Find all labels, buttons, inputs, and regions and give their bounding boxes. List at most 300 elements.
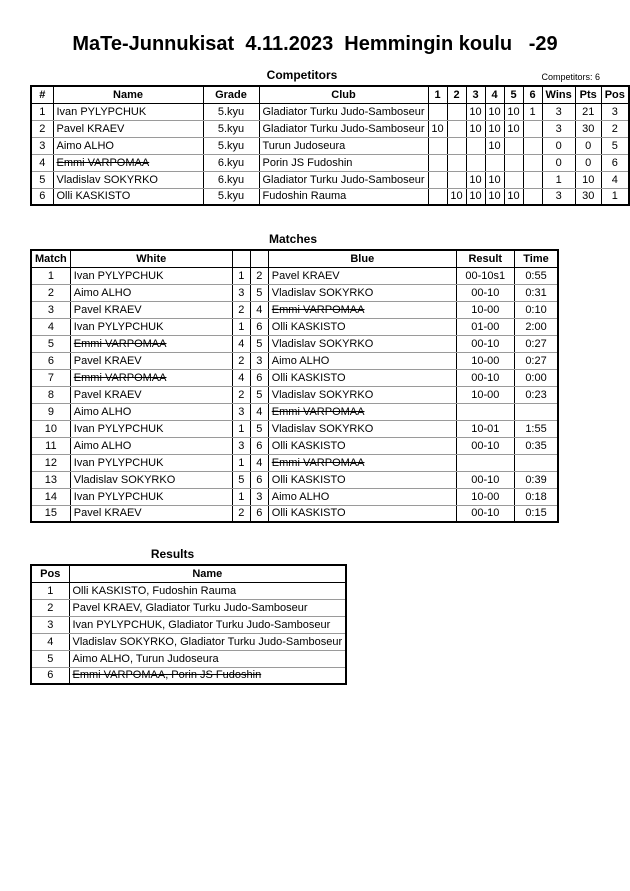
- round-score-cell: [447, 120, 466, 137]
- competitor-name-cell: Emmi VARPOMAA: [53, 154, 203, 171]
- round-score: [437, 190, 439, 202]
- time-cell: [514, 403, 558, 420]
- round-score: 10: [507, 105, 520, 118]
- match-row: [31, 454, 558, 471]
- white-number-cell: 4: [232, 369, 250, 386]
- white-name-cell: Ivan PYLYPCHUK: [70, 454, 232, 471]
- match-row: [31, 369, 558, 386]
- blue-number-cell: 3: [250, 488, 268, 505]
- round-score-cell: [447, 188, 466, 205]
- white-name-cell: Ivan PYLYPCHUK: [70, 267, 232, 284]
- results-column-header-name: Name: [69, 565, 346, 582]
- blue-number-cell: 3: [250, 352, 268, 369]
- match-row: [31, 403, 558, 420]
- pts-cell: 10: [575, 171, 601, 188]
- result-cell: 01-00: [456, 318, 514, 335]
- round-score: [532, 140, 534, 152]
- time-cell: 0:23: [514, 386, 558, 403]
- competitor-grade-cell: 6.kyu: [203, 154, 259, 171]
- competitor-number-cell: 3: [31, 137, 53, 154]
- round-score: [475, 157, 477, 169]
- pts-cell: 21: [575, 103, 601, 120]
- pos-cell: 1: [601, 188, 629, 205]
- match-number-cell: 13: [31, 471, 70, 488]
- competitor-club-cell: [259, 188, 428, 205]
- competitor-number-cell: 5: [31, 171, 53, 188]
- blue-name-cell: Olli KASKISTO: [268, 369, 456, 386]
- round-score: [456, 106, 458, 118]
- competitor-row: [31, 137, 629, 154]
- competitor-number-cell: 6: [31, 188, 53, 205]
- match-number-cell: 6: [31, 352, 70, 369]
- round-score-cell: [447, 154, 466, 171]
- white-number-cell: 1: [232, 454, 250, 471]
- result-row: [31, 616, 346, 633]
- result-cell: 00-10: [456, 437, 514, 454]
- match-row: [31, 301, 558, 318]
- time-cell: 0:18: [514, 488, 558, 505]
- round-score-cell: [485, 120, 504, 137]
- competitors-section-title: Competitors: [266, 68, 338, 82]
- blue-number-cell: 4: [250, 403, 268, 420]
- competitor-club-cell: [259, 120, 428, 137]
- result-name-text: Ivan PYLYPCHUK, Gladiator Turku Judo-Samboseur: [72, 618, 331, 631]
- white-number-cell: 2: [232, 505, 250, 522]
- blue-number-cell: 2: [250, 267, 268, 284]
- round-score-cell: [428, 137, 447, 154]
- round-score: 10: [488, 122, 501, 135]
- competitor-club-text: Gladiator Turku Judo-Samboseur: [262, 122, 425, 135]
- round-score: 10: [488, 139, 501, 152]
- pos-cell: 3: [601, 103, 629, 120]
- result-cell: 00-10: [456, 471, 514, 488]
- result-row: [31, 582, 346, 599]
- round-score: [532, 190, 534, 202]
- result-row: [31, 650, 346, 667]
- match-row: [31, 437, 558, 454]
- competitor-number-cell: 2: [31, 120, 53, 137]
- match-row: [31, 420, 558, 437]
- white-number-cell: 1: [232, 488, 250, 505]
- wins-cell: 0: [542, 137, 575, 154]
- white-number-cell: 3: [232, 437, 250, 454]
- blue-number-cell: 6: [250, 471, 268, 488]
- blue-number-cell: 5: [250, 284, 268, 301]
- round-score-cell: [504, 188, 523, 205]
- round-score-cell: [466, 188, 485, 205]
- white-name-cell: Aimo ALHO: [70, 284, 232, 301]
- round-score-cell: [428, 171, 447, 188]
- competitors-column-header: #: [31, 86, 53, 103]
- match-row: [31, 505, 558, 522]
- round-score-cell: [428, 103, 447, 120]
- competitor-row: [31, 103, 629, 120]
- round-score: 10: [488, 190, 501, 203]
- competitor-name-cell: Vladislav SOKYRKO: [53, 171, 203, 188]
- wins-cell: 1: [542, 171, 575, 188]
- round-score: [532, 157, 534, 169]
- round-score-cell: [428, 154, 447, 171]
- round-score: [456, 123, 458, 135]
- round-score-cell: [466, 103, 485, 120]
- round-score: 1: [529, 105, 536, 118]
- white-name-cell: Emmi VARPOMAA: [70, 335, 232, 352]
- result-name-cell: [69, 582, 346, 599]
- round-score: [475, 140, 477, 152]
- competitors-column-header: 2: [447, 86, 466, 103]
- match-number-cell: 4: [31, 318, 70, 335]
- match-row: [31, 318, 558, 335]
- round-score: [513, 140, 515, 152]
- wins-cell: 3: [542, 103, 575, 120]
- round-score: [532, 174, 534, 186]
- match-row: [31, 335, 558, 352]
- result-cell: 10-00: [456, 301, 514, 318]
- pos-cell: 5: [601, 137, 629, 154]
- competitors-section-header: [30, 68, 600, 83]
- match-number-cell: 7: [31, 369, 70, 386]
- pos-cell: 2: [601, 120, 629, 137]
- round-score: [456, 140, 458, 152]
- match-row: [31, 284, 558, 301]
- competitors-column-header: 4: [485, 86, 504, 103]
- match-number-cell: 11: [31, 437, 70, 454]
- result-name-text: Emmi VARPOMAA, Porin JS Fudoshin: [72, 669, 262, 682]
- competitor-club-text: Turun Judoseura: [262, 139, 346, 152]
- blue-name-cell: Pavel KRAEV: [268, 267, 456, 284]
- competitors-column-header: Club: [259, 86, 428, 103]
- time-cell: 2:00: [514, 318, 558, 335]
- result-name-cell: [69, 650, 346, 667]
- match-number-cell: 5: [31, 335, 70, 352]
- pts-cell: 30: [575, 120, 601, 137]
- blue-name-cell: Vladislav SOKYRKO: [268, 335, 456, 352]
- blue-name-cell: Aimo ALHO: [268, 488, 456, 505]
- time-cell: 1:55: [514, 420, 558, 437]
- round-score: [437, 140, 439, 152]
- competitor-club-text: Gladiator Turku Judo-Samboseur: [262, 105, 425, 118]
- round-score-cell: [523, 137, 542, 154]
- round-score: [513, 174, 515, 186]
- blue-number-cell: 5: [250, 420, 268, 437]
- result-row: [31, 667, 346, 684]
- white-name-cell: Ivan PYLYPCHUK: [70, 488, 232, 505]
- round-score: 10: [469, 122, 482, 135]
- round-score-cell: [523, 171, 542, 188]
- result-name-cell: [69, 633, 346, 650]
- round-score-cell: [447, 171, 466, 188]
- round-score: 10: [488, 105, 501, 118]
- time-cell: 0:55: [514, 267, 558, 284]
- competitors-column-header: Pos: [601, 86, 629, 103]
- result-cell: 10-00: [456, 386, 514, 403]
- round-score-cell: [523, 188, 542, 205]
- match-number-cell: 12: [31, 454, 70, 471]
- round-score: 10: [507, 122, 520, 135]
- round-score: [513, 157, 515, 169]
- blue-name-cell: Aimo ALHO: [268, 352, 456, 369]
- blue-number-cell: 4: [250, 454, 268, 471]
- blue-name-cell: Vladislav SOKYRKO: [268, 420, 456, 437]
- match-number-cell: 14: [31, 488, 70, 505]
- competitor-club-text: Gladiator Turku Judo-Samboseur: [262, 173, 425, 186]
- wins-cell: 3: [542, 120, 575, 137]
- round-score: 10: [507, 190, 520, 203]
- competitor-name-cell: Pavel KRAEV: [53, 120, 203, 137]
- round-score-cell: [485, 154, 504, 171]
- result-cell: 00-10: [456, 335, 514, 352]
- blue-name-cell: Olli KASKISTO: [268, 505, 456, 522]
- time-cell: 0:31: [514, 284, 558, 301]
- blue-number-cell: 6: [250, 505, 268, 522]
- result-cell: 10-00: [456, 488, 514, 505]
- round-score: 10: [488, 173, 501, 186]
- result-row: [31, 599, 346, 616]
- white-name-cell: Emmi VARPOMAA: [70, 369, 232, 386]
- wins-cell: 3: [542, 188, 575, 205]
- round-score-cell: [466, 154, 485, 171]
- match-number-cell: 8: [31, 386, 70, 403]
- match-number-cell: 1: [31, 267, 70, 284]
- white-number-cell: 5: [232, 471, 250, 488]
- result-pos-cell: 3: [31, 616, 69, 633]
- competitors-column-header: Pts: [575, 86, 601, 103]
- white-name-cell: Pavel KRAEV: [70, 352, 232, 369]
- time-cell: 0:00: [514, 369, 558, 386]
- competitor-grade-cell: 5.kyu: [203, 120, 259, 137]
- wins-cell: 0: [542, 154, 575, 171]
- round-score: 10: [469, 173, 482, 186]
- result-row: [31, 633, 346, 650]
- competitor-row: [31, 154, 629, 171]
- matches-column-header-match: Match: [31, 250, 70, 267]
- white-number-cell: 3: [232, 403, 250, 420]
- white-number-cell: 1: [232, 420, 250, 437]
- result-name-text: Pavel KRAEV, Gladiator Turku Judo-Samboseur: [72, 601, 308, 614]
- blue-name-cell: Olli KASKISTO: [268, 471, 456, 488]
- blue-name-cell: Vladislav SOKYRKO: [268, 386, 456, 403]
- white-name-cell: Pavel KRAEV: [70, 301, 232, 318]
- round-score-cell: [485, 103, 504, 120]
- round-score-cell: [428, 188, 447, 205]
- match-row: [31, 267, 558, 284]
- round-score: 10: [469, 190, 482, 203]
- round-score-cell: [504, 137, 523, 154]
- round-score-cell: [485, 171, 504, 188]
- competitor-number-cell: 1: [31, 103, 53, 120]
- blue-name-cell: Olli KASKISTO: [268, 318, 456, 335]
- white-name-cell: Ivan PYLYPCHUK: [70, 318, 232, 335]
- matches-section-title: Matches: [268, 232, 318, 246]
- competitor-club-text: Porin JS Fudoshin: [262, 156, 353, 169]
- white-number-cell: 2: [232, 301, 250, 318]
- white-number-cell: 1: [232, 318, 250, 335]
- competitor-grade-cell: 5.kyu: [203, 137, 259, 154]
- round-score: [456, 174, 458, 186]
- white-name-cell: Aimo ALHO: [70, 437, 232, 454]
- matches-column-header-white: White: [70, 250, 232, 267]
- result-pos-cell: 1: [31, 582, 69, 599]
- competitors-column-header: 6: [523, 86, 542, 103]
- competitor-row: [31, 188, 629, 205]
- time-cell: 0:10: [514, 301, 558, 318]
- round-score-cell: [485, 137, 504, 154]
- matches-column-header-time: Time: [514, 250, 558, 267]
- results-section-title: Results: [150, 547, 195, 561]
- competitors-table: [30, 85, 630, 206]
- white-number-cell: 3: [232, 284, 250, 301]
- pos-cell: 4: [601, 171, 629, 188]
- result-pos-cell: 4: [31, 633, 69, 650]
- white-number-cell: 2: [232, 386, 250, 403]
- competitor-grade-cell: 6.kyu: [203, 171, 259, 188]
- white-name-cell: Pavel KRAEV: [70, 386, 232, 403]
- blue-name-cell: Olli KASKISTO: [268, 437, 456, 454]
- round-score-cell: [504, 154, 523, 171]
- result-pos-cell: 6: [31, 667, 69, 684]
- results-table: [30, 564, 347, 685]
- round-score-cell: [485, 188, 504, 205]
- result-name-cell: [69, 599, 346, 616]
- round-score-cell: [447, 137, 466, 154]
- match-row: [31, 488, 558, 505]
- competitor-club-cell: [259, 137, 428, 154]
- round-score-cell: [466, 171, 485, 188]
- blue-number-cell: 6: [250, 318, 268, 335]
- matches-column-header-result: Result: [456, 250, 514, 267]
- round-score: 10: [469, 105, 482, 118]
- round-score-cell: [504, 103, 523, 120]
- time-cell: 0:15: [514, 505, 558, 522]
- results-header-row: [31, 565, 346, 582]
- result-cell: 10-01: [456, 420, 514, 437]
- match-number-cell: 9: [31, 403, 70, 420]
- blue-name-cell: Emmi VARPOMAA: [268, 301, 456, 318]
- pts-cell: 0: [575, 154, 601, 171]
- round-score: 10: [431, 122, 444, 135]
- match-row: [31, 471, 558, 488]
- competitors-column-header: 5: [504, 86, 523, 103]
- result-cell: [456, 454, 514, 471]
- competitor-row: [31, 120, 629, 137]
- matches-column-header-blue: Blue: [268, 250, 456, 267]
- round-score-cell: [504, 120, 523, 137]
- blue-number-cell: 6: [250, 437, 268, 454]
- competitors-column-header: 1: [428, 86, 447, 103]
- white-name-cell: Vladislav SOKYRKO: [70, 471, 232, 488]
- result-pos-cell: 2: [31, 599, 69, 616]
- match-number-cell: 2: [31, 284, 70, 301]
- match-number-cell: 10: [31, 420, 70, 437]
- round-score: [494, 157, 496, 169]
- round-score: [437, 157, 439, 169]
- competitor-grade-cell: 5.kyu: [203, 188, 259, 205]
- competitors-count: Competitors: 6: [541, 72, 600, 82]
- white-name-cell: Ivan PYLYPCHUK: [70, 420, 232, 437]
- round-score-cell: [523, 103, 542, 120]
- blue-number-cell: 5: [250, 335, 268, 352]
- competitor-grade-cell: 5.kyu: [203, 103, 259, 120]
- result-cell: 00-10: [456, 505, 514, 522]
- time-cell: 0:39: [514, 471, 558, 488]
- result-name-text: Olli KASKISTO, Fudoshin Rauma: [72, 584, 237, 597]
- results-column-header-pos: Pos: [31, 565, 69, 582]
- round-score-cell: [428, 120, 447, 137]
- page-title: MaTe-Junnukisat 4.11.2023 Hemmingin koulu -29: [72, 33, 558, 55]
- round-score: [532, 123, 534, 135]
- competitor-row: [31, 171, 629, 188]
- result-cell: 00-10: [456, 369, 514, 386]
- competitor-name-cell: Ivan PYLYPCHUK: [53, 103, 203, 120]
- competitor-club-cell: [259, 103, 428, 120]
- round-score-cell: [523, 154, 542, 171]
- result-cell: [456, 403, 514, 420]
- pts-cell: 30: [575, 188, 601, 205]
- result-pos-cell: 5: [31, 650, 69, 667]
- round-score-cell: [466, 137, 485, 154]
- matches-table: [30, 249, 559, 523]
- round-score-cell: [523, 120, 542, 137]
- competitor-club-text: Fudoshin Rauma: [262, 190, 347, 203]
- result-cell: 00-10: [456, 284, 514, 301]
- round-score-cell: [504, 171, 523, 188]
- round-score: [437, 174, 439, 186]
- matches-header-row: [31, 250, 558, 267]
- result-name-cell: [69, 616, 346, 633]
- result-cell: 10-00: [456, 352, 514, 369]
- time-cell: 0:27: [514, 335, 558, 352]
- round-score-cell: [447, 103, 466, 120]
- white-number-cell: 1: [232, 267, 250, 284]
- result-name-text: Aimo ALHO, Turun Judoseura: [72, 652, 219, 665]
- competitors-column-header: 3: [466, 86, 485, 103]
- match-number-cell: 15: [31, 505, 70, 522]
- white-number-cell: 2: [232, 352, 250, 369]
- competitors-column-header: Grade: [203, 86, 259, 103]
- competitor-name-cell: Olli KASKISTO: [53, 188, 203, 205]
- competitors-column-header: Name: [53, 86, 203, 103]
- blue-name-cell: Emmi VARPOMAA: [268, 454, 456, 471]
- time-cell: [514, 454, 558, 471]
- competitor-number-cell: 4: [31, 154, 53, 171]
- result-cell: 00-10s1: [456, 267, 514, 284]
- matches-column-header-spacer: [250, 250, 268, 267]
- blue-name-cell: Vladislav SOKYRKO: [268, 284, 456, 301]
- time-cell: 0:35: [514, 437, 558, 454]
- competitor-name-cell: Aimo ALHO: [53, 137, 203, 154]
- match-row: [31, 386, 558, 403]
- blue-number-cell: 4: [250, 301, 268, 318]
- competitors-column-header: Wins: [542, 86, 575, 103]
- blue-name-cell: Emmi VARPOMAA: [268, 403, 456, 420]
- white-name-cell: Aimo ALHO: [70, 403, 232, 420]
- round-score: [456, 157, 458, 169]
- result-name-text: Vladislav SOKYRKO, Gladiator Turku Judo-Samboseur: [72, 635, 343, 648]
- match-number-cell: 3: [31, 301, 70, 318]
- pts-cell: 0: [575, 137, 601, 154]
- matches-column-header-spacer: [232, 250, 250, 267]
- match-row: [31, 352, 558, 369]
- blue-number-cell: 6: [250, 369, 268, 386]
- result-name-cell: [69, 667, 346, 684]
- time-cell: 0:27: [514, 352, 558, 369]
- white-name-cell: Pavel KRAEV: [70, 505, 232, 522]
- competitors-header-row: [31, 86, 629, 103]
- competitor-club-cell: [259, 154, 428, 171]
- competitor-club-cell: [259, 171, 428, 188]
- round-score-cell: [466, 120, 485, 137]
- round-score: [437, 106, 439, 118]
